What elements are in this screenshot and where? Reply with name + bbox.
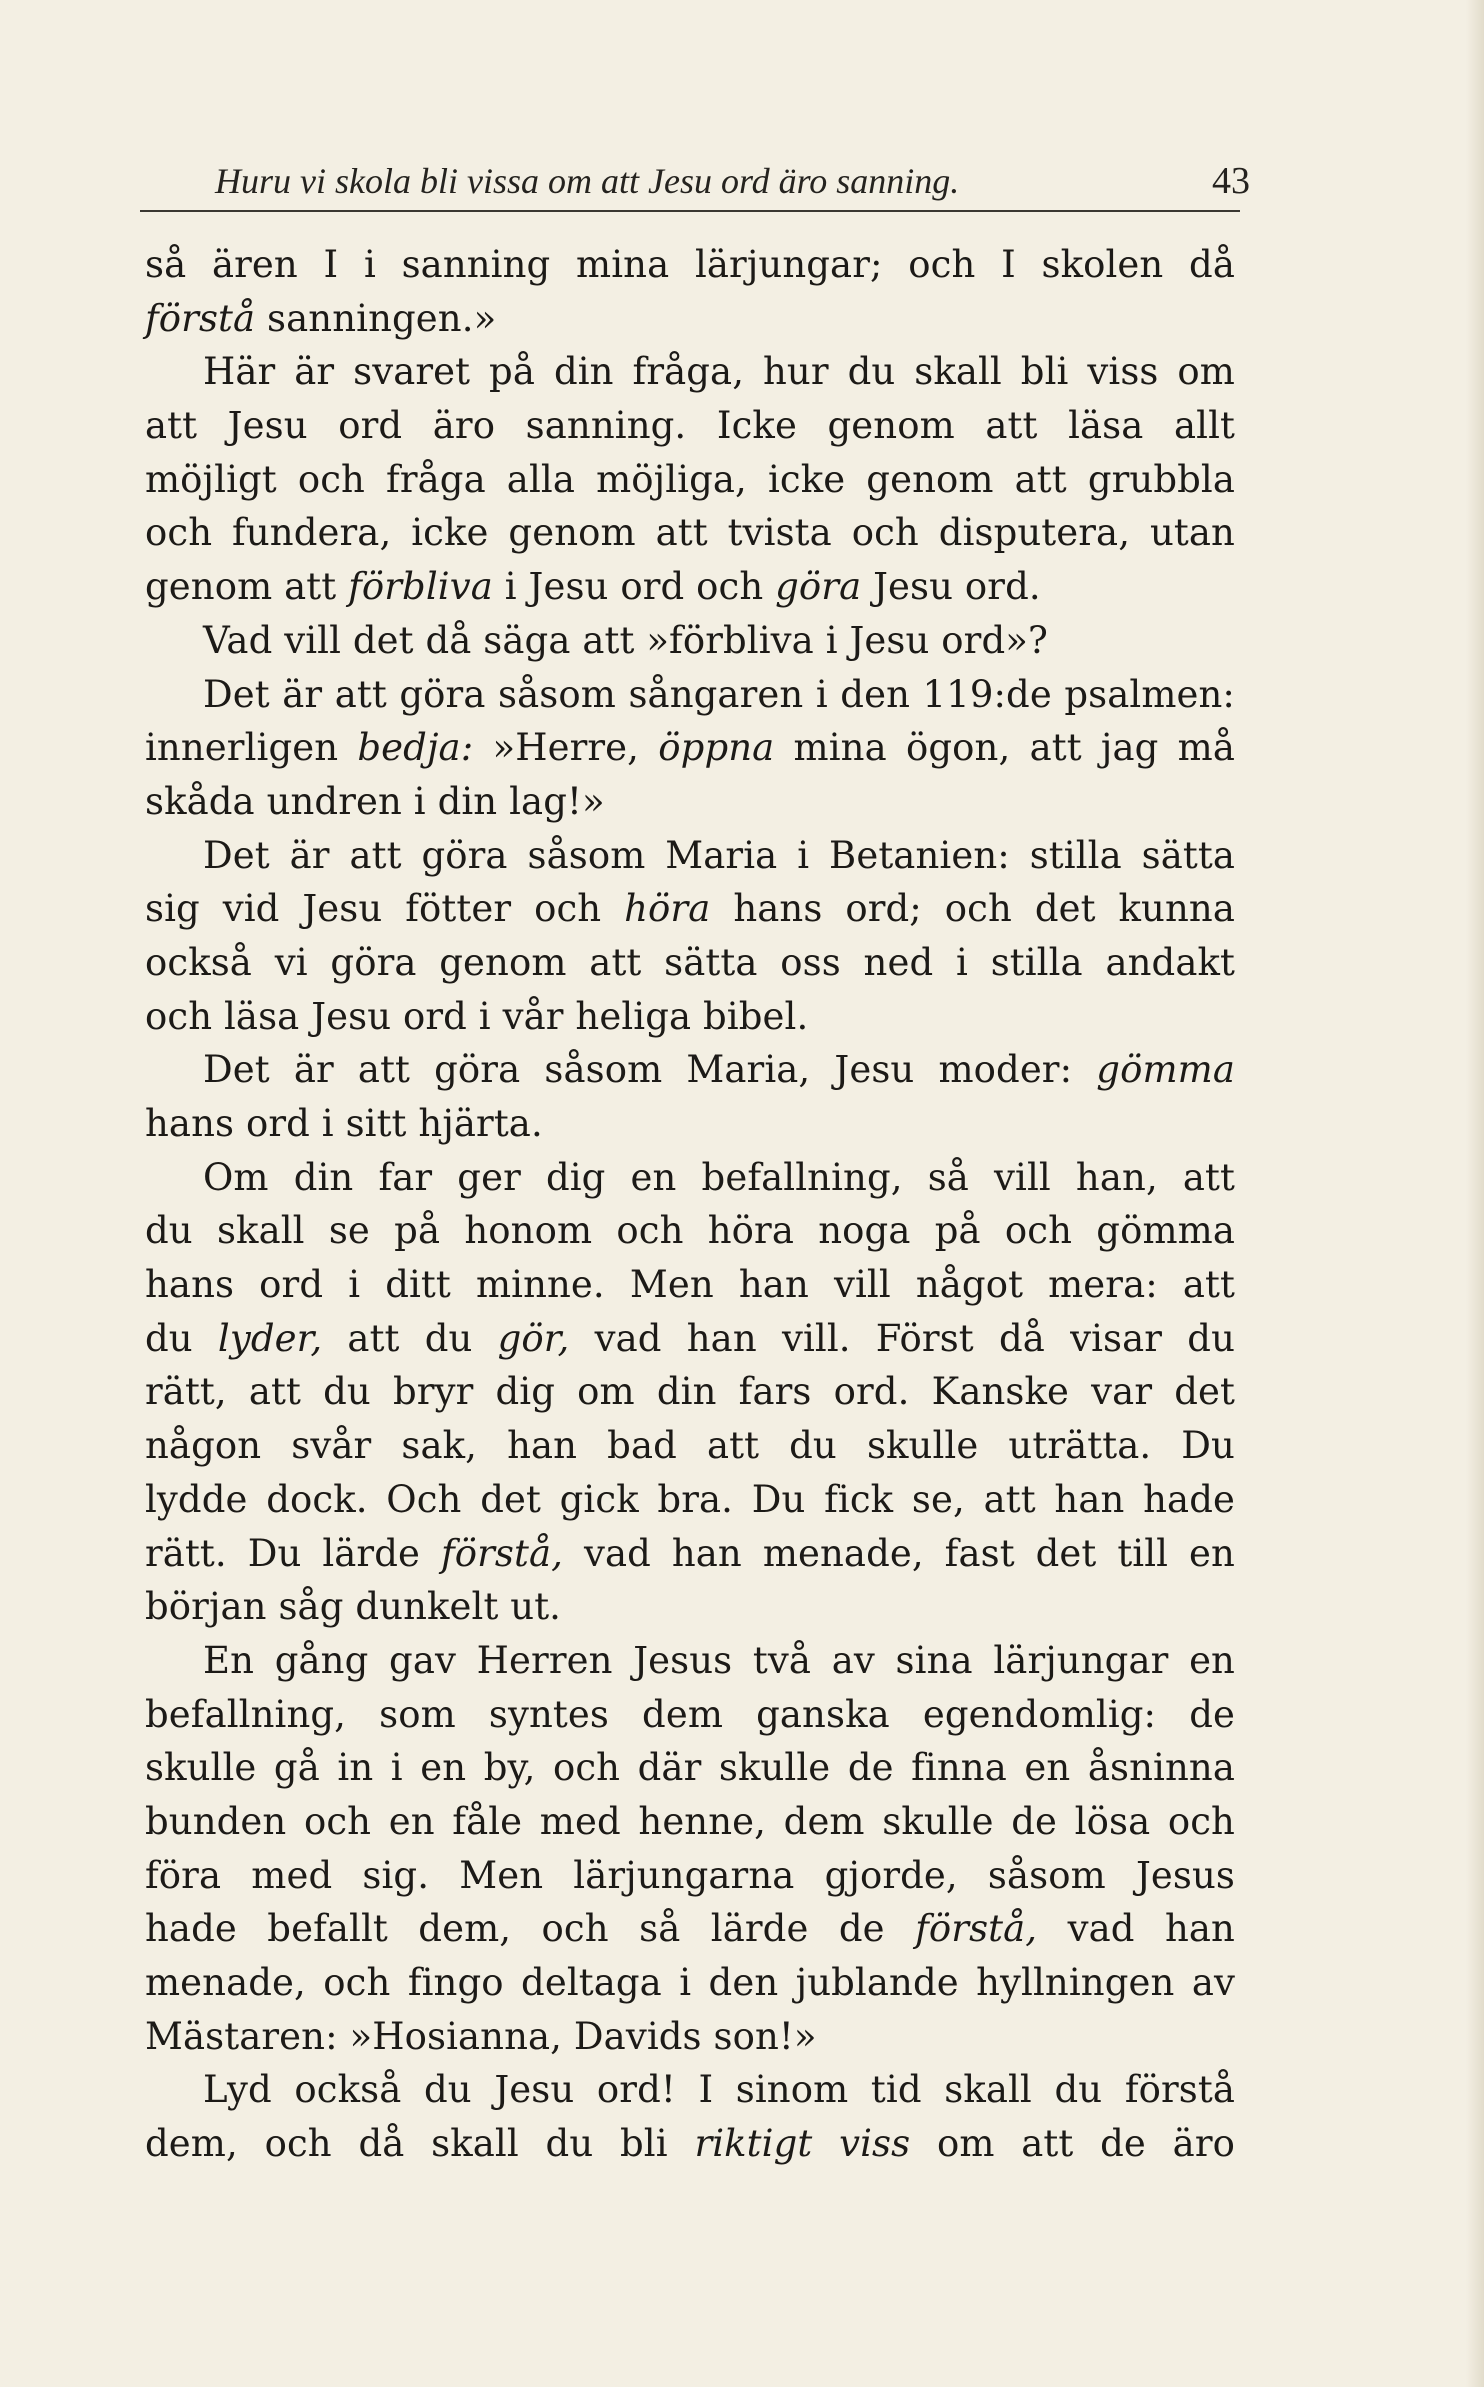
- text-line: föra med sig. Men lärjungarna gjorde, såsom Jesus: [145, 1853, 1235, 1897]
- italic-emphasis: riktigt viss: [694, 2122, 911, 2166]
- running-head: [215, 160, 1250, 202]
- paragraph-start: Vad vill det då säga att »förbliva i Jesu ord»?: [203, 618, 1048, 662]
- text-line: någon svår sak, han bad att du skulle uträtta. Du: [145, 1424, 1235, 1468]
- italic-emphasis: öppna: [658, 726, 775, 770]
- paragraph-start: Det är att göra såsom Maria, Jesu moder: gömma: [203, 1048, 1235, 1092]
- paragraph-start: En gång gav Herren Jesus två av sina lärjungar en: [203, 1638, 1235, 1682]
- paragraph-start: Lyd också du Jesu ord! I sinom tid skall du förstå: [203, 2068, 1235, 2112]
- italic-emphasis: förstå: [145, 296, 256, 340]
- italic-emphasis: höra: [624, 887, 711, 931]
- text-line: sig vid Jesu fötter och höra hans ord; och det kunna: [145, 887, 1235, 931]
- italic-emphasis: förbliva: [348, 565, 493, 609]
- text-line: menade, och fingo deltaga i den jublande hyllningen av: [145, 1961, 1235, 2004]
- text-line: möjligt och fråga alla möjliga, icke genom att grubbla: [145, 457, 1235, 501]
- text-line: också vi göra genom att sätta oss ned i stilla andakt: [145, 940, 1235, 984]
- text-line: innerligen bedja: »Herre, öppna mina ögon, att jag må: [145, 726, 1235, 770]
- italic-emphasis: lyder,: [217, 1316, 323, 1360]
- text-line: du lyder, att du gör, vad han vill. Först då visar du: [145, 1316, 1235, 1360]
- text-line: bunden och en fåle med henne, dem skulle de lösa och: [145, 1799, 1235, 1843]
- text-line: du skall se på honom och höra noga på och gömma: [145, 1209, 1235, 1253]
- running-title: Huru vi skola bli vissa om att Jesu ord äro sanning.: [215, 161, 960, 201]
- text-line: befallning, som syntes dem ganska egendomlig: de: [145, 1692, 1235, 1736]
- text-line: skulle gå in i en by, och där skulle de finna en åsninna: [145, 1746, 1235, 1790]
- paragraph-start: Här är svaret på din fråga, hur du skall bli viss om: [203, 350, 1235, 394]
- text-line: dem, och då skall du bli riktigt viss om att de äro: [145, 2122, 1235, 2166]
- text-line: att Jesu ord äro sanning. Icke genom att läsa allt: [145, 404, 1235, 448]
- header-rule: [140, 210, 1240, 212]
- text-line: lydde dock. Och det gick bra. Du fick se, att han hade: [145, 1477, 1235, 1521]
- text-line: hans ord i ditt minne. Men han vill något mera: att: [145, 1263, 1235, 1307]
- page-number: 43: [1212, 160, 1250, 202]
- paragraph-start: Om din far ger dig en befallning, så vill han, att: [203, 1155, 1235, 1199]
- text-line: skåda undren i din lag!»: [145, 779, 605, 823]
- text-line: så ären I i sanning mina lärjungar; och I skolen då: [145, 243, 1235, 286]
- italic-emphasis: gömma: [1096, 1048, 1235, 1092]
- paragraph-start: Det är att göra såsom sångaren i den 119:de psalmen:: [203, 672, 1235, 716]
- italic-emphasis: förstå,: [915, 1907, 1038, 1951]
- text-line: och fundera, icke genom att tvista och disputera, utan: [145, 511, 1235, 555]
- text-line: genom att förbliva i Jesu ord och göra Jesu ord.: [145, 565, 1041, 609]
- italic-emphasis: gör,: [497, 1316, 570, 1360]
- text-line: och läsa Jesu ord i vår heliga bibel.: [145, 994, 809, 1038]
- italic-emphasis: förstå,: [440, 1531, 563, 1575]
- text-line: hade befallt dem, och så lärde de förstå, vad han: [145, 1907, 1235, 1951]
- paragraph-start: Det är att göra såsom Maria i Betanien: stilla sätta: [203, 833, 1235, 877]
- text-line: förstå sanningen.»: [145, 296, 497, 340]
- body-text: [145, 238, 1235, 2171]
- text-line: hans ord i sitt hjärta.: [145, 1102, 543, 1145]
- page-edge: [1466, 0, 1484, 2387]
- italic-emphasis: bedja:: [357, 726, 474, 770]
- text-line: rätt, att du bryr dig om din fars ord. Kanske var det: [145, 1370, 1235, 1414]
- text-line: Mästaren: »Hosianna, Davids son!»: [145, 2014, 817, 2058]
- text-line: rätt. Du lärde förstå, vad han menade, fast det till en: [145, 1531, 1235, 1575]
- italic-emphasis: göra: [775, 565, 862, 609]
- text-line: början såg dunkelt ut.: [145, 1585, 562, 1629]
